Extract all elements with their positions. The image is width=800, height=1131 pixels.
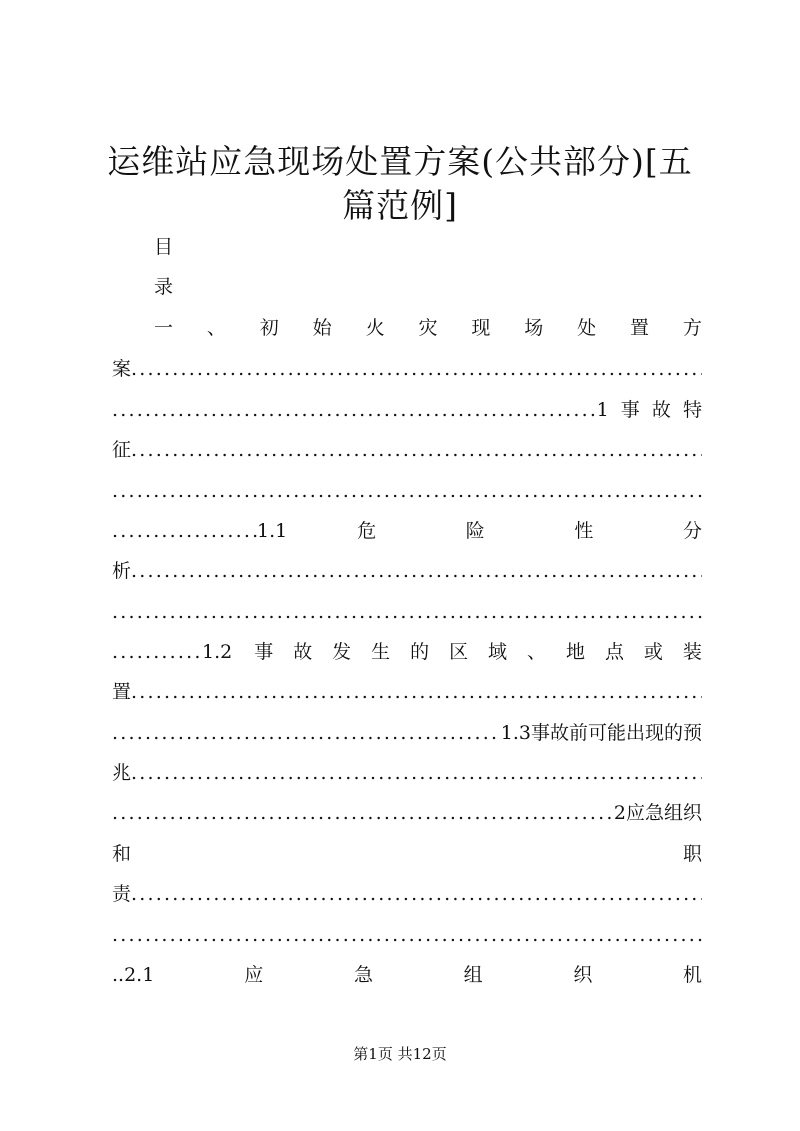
toc-char: 现 [471, 317, 491, 339]
page-footer: 第1页 共12页 [353, 1045, 447, 1063]
toc-entry-6-line [112, 798, 702, 828]
dot-leader [131, 354, 702, 384]
toc-char: 灾 [418, 317, 438, 339]
toc-char: 置 [630, 317, 650, 339]
toc-entry-1-leader [112, 354, 702, 384]
toc-entry-4-leader [112, 677, 702, 707]
toc-entry-5-leader [112, 758, 702, 788]
document-title: 运维站应急现场处置方案(公共部分)[五篇范例] [107, 142, 693, 225]
toc-entry-number: ..2.1 [112, 964, 155, 986]
toc-entry-number: 1.1 [257, 520, 288, 542]
dot-leader [112, 597, 702, 627]
toc-char: 场 [524, 317, 544, 339]
toc-entry-text: 事 故 发 生 的 区 域 、 地 点 或 装 [254, 641, 702, 663]
toc-entry-5-line [112, 718, 702, 748]
toc-char: 初 [259, 317, 279, 339]
dot-leader [112, 516, 257, 546]
toc-char: 一 [154, 317, 174, 339]
toc-entry-text: 置 [112, 681, 132, 703]
toc-entry-number: 1.2 [202, 641, 233, 663]
toc-entry-3-leader [112, 556, 702, 586]
dot-leader [112, 798, 614, 828]
toc-char: 始 [312, 317, 332, 339]
dot-leader [131, 879, 702, 909]
toc-char: 方 [682, 317, 702, 339]
toc-char: 、 [206, 317, 226, 339]
toc-entry-text: 1 事 故 特 [596, 399, 702, 421]
dot-leader [131, 758, 702, 788]
toc-entry-text: 责 [112, 883, 132, 905]
toc-entry-text: 析 [112, 560, 132, 582]
dot-leader [112, 637, 202, 667]
toc-entry-3-line [112, 516, 702, 546]
toc-entry-2-leader [112, 435, 702, 465]
toc-entry-2-line [112, 395, 702, 425]
toc-char: 职 [682, 843, 702, 865]
toc-entry-text: 应 急 组 织 机 [244, 964, 702, 986]
toc-entry-text: 危 险 性 分 [357, 520, 702, 542]
dot-leader [112, 920, 702, 950]
toc-heading-2: 录 [154, 276, 174, 298]
toc-char: 火 [365, 317, 385, 339]
dot-leader-line [112, 476, 702, 506]
toc-entry-text: 征 [112, 439, 132, 461]
dot-leader [112, 395, 597, 425]
toc-entry-text: 1.3事故前可能出现的预 [500, 722, 702, 744]
toc-entry-text: 兆 [112, 762, 132, 784]
toc-entry-4-line [112, 637, 702, 667]
toc-char: 处 [577, 317, 597, 339]
dot-leader-line [112, 920, 702, 950]
toc-entry-6-leader [112, 879, 702, 909]
dot-leader-line [112, 597, 702, 627]
dot-leader [131, 556, 702, 586]
toc-entry-text: 2应急组织 [613, 802, 702, 824]
dot-leader [131, 677, 702, 707]
toc-entry-6-line-2 [112, 839, 702, 869]
toc-char: 和 [112, 843, 132, 865]
toc-entry-1-line [112, 313, 702, 343]
dot-leader [112, 718, 501, 748]
dot-leader [131, 435, 702, 465]
toc-entry-text: 案 [112, 358, 132, 380]
dot-leader [112, 476, 702, 506]
toc-heading-1: 目 [154, 236, 174, 258]
toc-entry-7-line [112, 960, 702, 990]
